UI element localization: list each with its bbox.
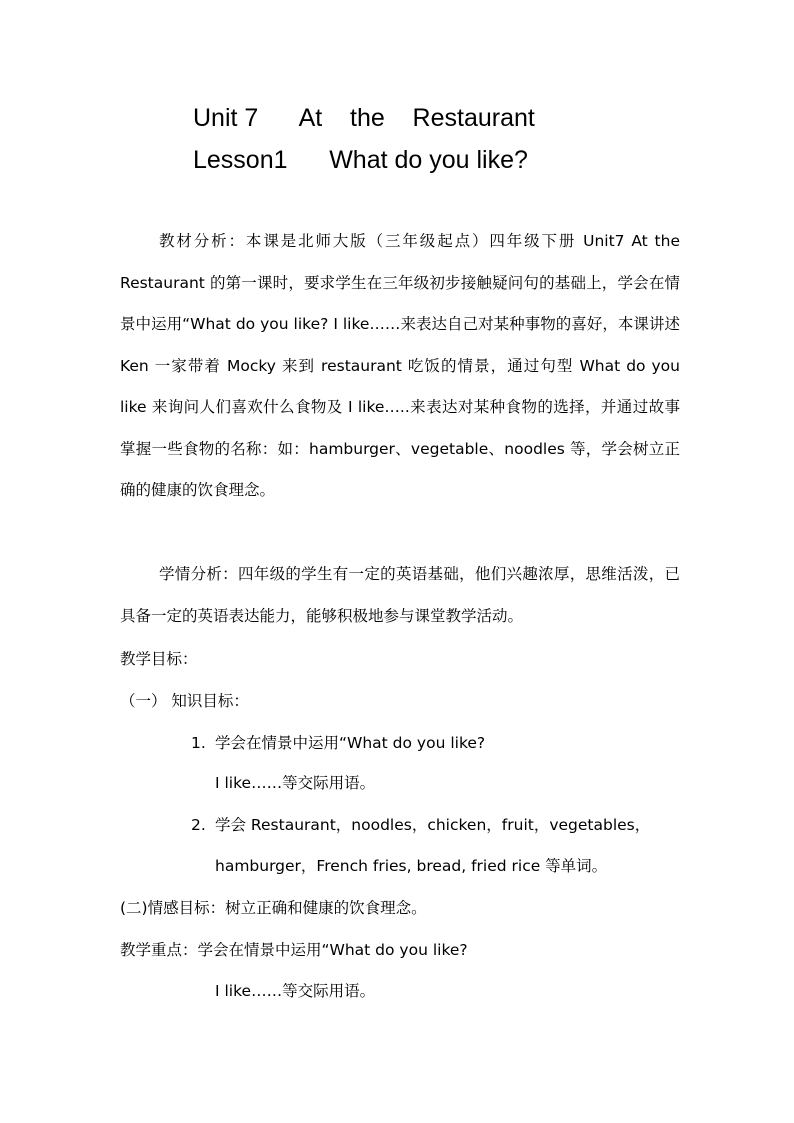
knowledge-objectives-label: （一） 知识目标： (120, 692, 249, 710)
key-points-line-2: I like……等交际用语。 (215, 982, 376, 1000)
knowledge-item-2-line-2: hamburger，French fries, bread, fried rice 等单词。 (215, 857, 608, 875)
lesson-title: Lesson1 What do you like? (193, 146, 528, 174)
student-analysis-paragraph: 学情分析：四年级的学生有一定的英语基础，他们兴趣浓厚，思维活泼，已具备一定的英语表达能力，能够积极地参与课堂教学活动。 (120, 565, 680, 625)
emotion-objective: (二)情感目标：树立正确和健康的饮食理念。 (120, 899, 427, 917)
item-number: 2. (191, 816, 206, 834)
knowledge-item-1-line-1: 学会在情景中运用“What do you like? (215, 734, 486, 752)
key-points-line-1: 教学重点：学会在情景中运用“What do you like? (120, 941, 468, 959)
knowledge-item-2-line-1: 学会 Restaurant，noodles，chicken，fruit，vegetables， (215, 816, 651, 834)
knowledge-item-1 (191, 731, 485, 755)
item-number: 1. (191, 734, 206, 752)
knowledge-item-2 (191, 813, 650, 837)
knowledge-item-1-line-2: I like……等交际用语。 (215, 774, 376, 792)
textbook-analysis-paragraph: 教材分析：本课是北师大版（三年级起点）四年级下册 Unit7 At the Restaurant 的第一课时，要求学生在三年级初步接触疑问句的基础上，学会在情景中运用“What do you like? I like……来表达自己对某种事物的喜好，本课讲述 Ken 一家带着 Mocky 来到 restaurant 吃饭的情景，通过句型 What do you like 来询问人们喜欢什么食物及 I like…..来表达对某种食物的选择，并通过故事掌握一些食物的名称：如：hamburger、vegetable、noodles 等，学会树立正确的健康的饮食理念。 (120, 232, 680, 499)
unit-title: Unit 7 At the Restaurant (193, 104, 535, 132)
objectives-heading: 教学目标： (120, 650, 198, 668)
